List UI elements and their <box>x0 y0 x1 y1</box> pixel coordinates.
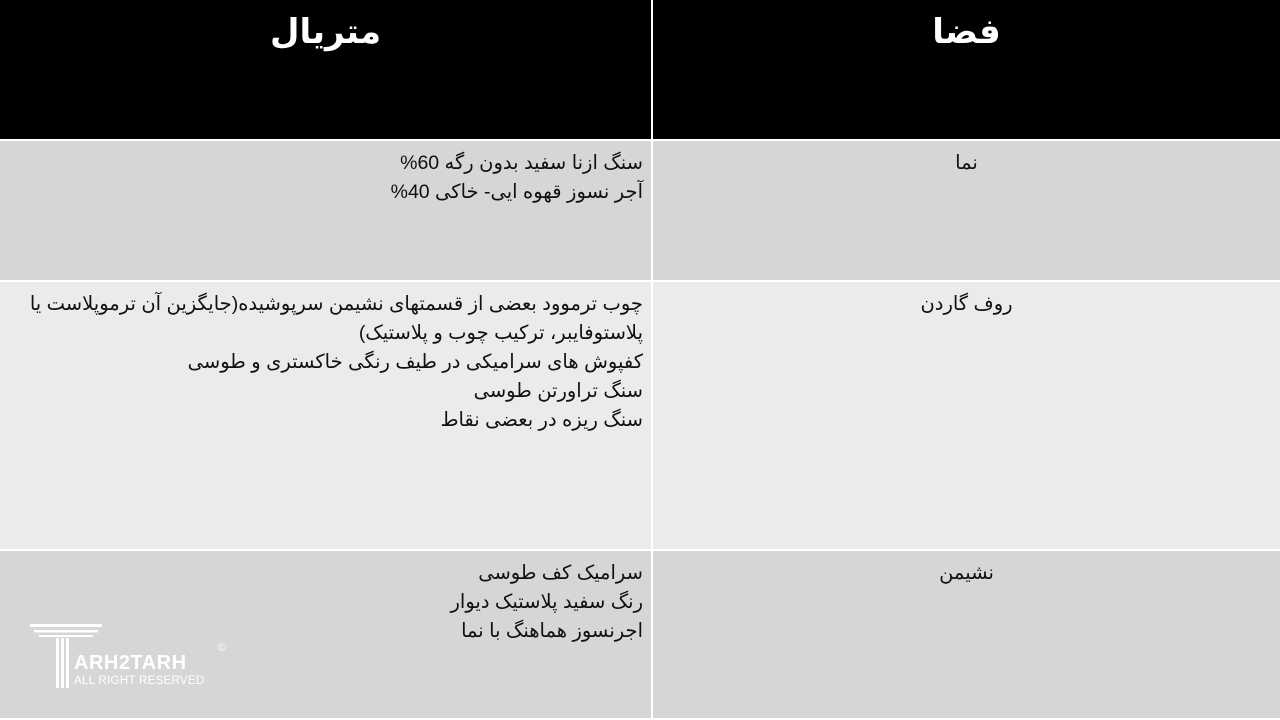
header-space <box>653 0 1280 141</box>
header-space-label: فضا <box>932 13 1001 51</box>
space-label: نشیمن <box>939 562 994 584</box>
table-row-living-space <box>653 551 1280 720</box>
tarh2tarh-logo <box>28 622 233 692</box>
material-line: آجر نسوز قهوه ایی- خاکی 40% <box>390 181 643 203</box>
material-line: اجرنسوز هماهنگ با نما <box>461 620 643 642</box>
space-label: روف گاردن <box>920 293 1013 315</box>
material-line: سرامیک کف طوسی <box>478 562 643 584</box>
header-material-label: متریال <box>269 13 382 51</box>
material-line: سنگ ریزه در بعضی نقاط <box>440 409 643 431</box>
header-material <box>0 0 653 141</box>
material-line: سنگ تراورتن طوسی <box>473 380 643 402</box>
copyright-icon: © <box>218 642 227 654</box>
material-line: پلاستوفایبر، ترکیب چوب و پلاستیک) <box>358 322 643 344</box>
table-row-facade-materials <box>0 141 653 282</box>
material-line: کفپوش های سرامیکی در طیف رنگی خاکستری و طوسی <box>187 351 643 373</box>
material-line: سنگ ازنا سفید بدون رگه 60% <box>400 152 643 174</box>
table-row-roof-garden-materials <box>0 282 653 551</box>
material-line: رنگ سفید پلاستیک دیوار <box>450 591 643 613</box>
logo-brand-text: ARH2TARH <box>74 652 187 674</box>
table-row-facade-space <box>653 141 1280 282</box>
material-line: چوب ترموود بعضی از قسمتهای نشیمن سرپوشیده(جایگزین آن ترموپلاست یا <box>29 293 643 315</box>
space-label: نما <box>955 152 978 174</box>
logo-tagline: ALL RIGHT RESERVED <box>74 675 205 687</box>
table-row-roof-garden-space <box>653 282 1280 551</box>
